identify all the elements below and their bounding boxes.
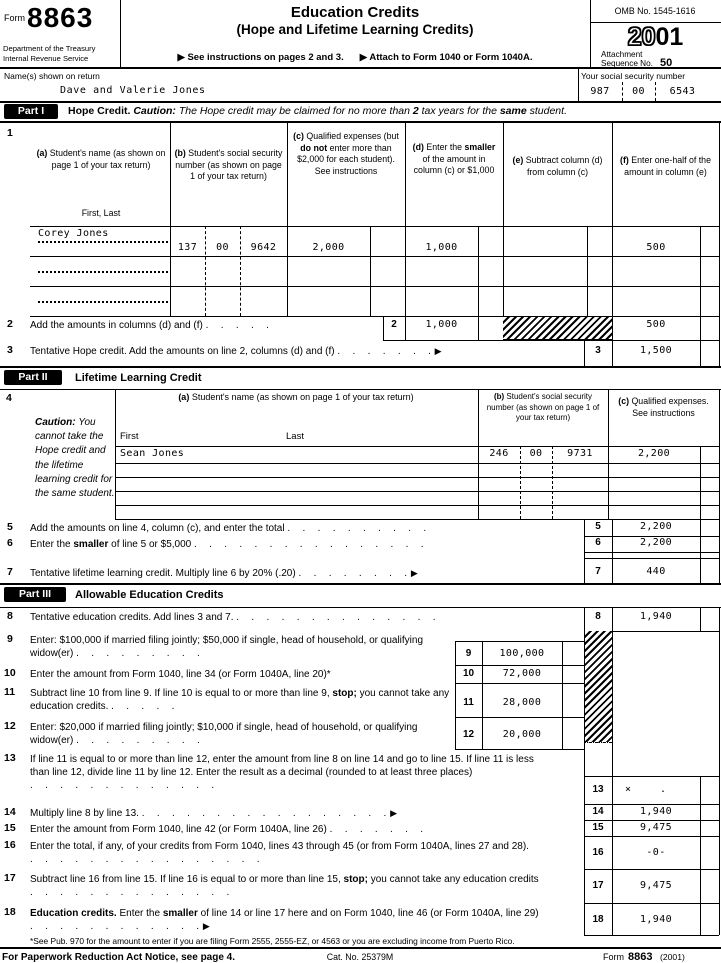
line3-label: Tentative Hope credit. Add the amounts on line 2, columns (d) and (f) [30,346,335,357]
line16-amount[interactable]: -0- [646,847,666,858]
table-right-border [719,607,720,935]
line11-number: 11 [4,686,16,698]
part1-bottom-rule [0,366,721,368]
sequence-number: 50 [660,57,673,69]
table-grid-line [455,683,584,684]
table-right-border [719,519,720,583]
line8-box-number: 8 [595,611,601,622]
table-grid-line [584,903,719,904]
col-e-header: (e) Subtract column (d) from column (c) [512,155,603,177]
line10-number: 10 [4,667,16,679]
table-grid-line [115,463,719,464]
dot-leader: . . . . . . . . . . . . . . [236,612,437,623]
tax-year-outlined: 20 [627,23,656,51]
line18-amount[interactable]: 1,940 [639,914,673,925]
table-grid-line [115,491,719,492]
table-grid-line [503,121,504,340]
table-grid-line [584,836,719,837]
line14-amount[interactable]: 1,940 [639,806,673,817]
col-a-header: (a) Student's name (as shown on page 1 of your tax return) [36,148,166,170]
name-entry-line[interactable] [38,241,168,243]
student-ssn-3[interactable]: 9642 [250,242,277,253]
cents-divider [700,607,701,631]
line14-label: Multiply line 8 by line 13. [30,808,139,819]
dot-leader: . . . . . . . . . . . . . . [30,887,231,898]
table-grid-line [584,820,719,821]
arrow-right-icon: ▶ [202,921,210,931]
dot-leader: . . . . . [111,701,176,712]
form-word: Form [4,13,25,23]
line11-amount[interactable]: 28,000 [502,697,542,708]
line8-number: 8 [7,610,13,622]
line14-number: 14 [4,806,16,818]
table-grid-line [584,869,719,870]
line5-amount[interactable]: 2,200 [639,521,673,532]
line13-number: 13 [4,752,16,764]
line15-label: Enter the amount from Form 1040, line 42 (or Form 1040A, line 26) [30,824,327,835]
dept-line2: Internal Revenue Service [3,54,89,63]
first-label: First [120,431,139,442]
dot-leader: . . . . . . . . . . . . . [30,780,216,791]
part2-col-c-header: (c) Qualified expenses. See instructions [618,396,709,418]
line7-box-number: 7 [595,566,601,577]
line15-box-number: 15 [592,822,604,833]
omb-number: OMB No. 1545-1616 [614,6,696,16]
attach-note: ▶ Attach to Form 1040 or Form 1040A. [359,52,533,63]
line2-box-number: 2 [391,319,397,330]
line14-box-number: 14 [592,806,604,817]
dot-leader: . . . . . . . . . . . . [30,921,201,932]
table-grid-line [584,558,719,559]
table-grid-line [455,665,584,666]
line18-box-number: 18 [592,914,604,925]
cents-divider [700,519,701,583]
line9-box-number: 9 [465,648,472,659]
table-grid-line [455,641,584,642]
table-grid-line [455,749,584,750]
table-grid-line [30,226,719,227]
table-grid-line [383,340,719,341]
line13-times-sign[interactable]: × [625,784,632,795]
line9-number: 9 [7,633,13,645]
line3-box-number: 3 [595,345,601,356]
table-grid-line [115,446,719,447]
line6-label: Enter the smaller of line 5 or $5,000 [30,539,195,550]
dot-leader: . . . . . . . . . [76,648,201,659]
dot-leader: . . . . . . . . . [76,735,201,746]
table-grid-line [115,505,719,506]
table-right-border [719,389,720,519]
line12-label: Enter: $20,000 if married filing jointly; $10,000 if single, head of household, or qualifying widow(er) [30,722,418,746]
col-c-header: (c) Qualified expenses (but do not enter more than $2,000 for each student). See instructions [293,131,399,176]
qualified-expenses-field[interactable]: 2,200 [637,448,671,459]
name-entry-line[interactable] [38,301,168,303]
line2-number: 2 [7,318,13,330]
line17-box-number: 17 [592,880,604,891]
part2-bottom-rule [0,583,721,585]
ssn-dash-divider [240,226,241,316]
table-grid-line [115,389,116,519]
sequence-label: Sequence No. [601,59,653,68]
line10-amount[interactable]: 72,000 [502,668,542,679]
line15-amount[interactable]: 9,475 [639,822,673,833]
line17-label: Subtract line 16 from line 15. If line 16 is equal to or more than line 15, stop; you cannot take any education credits [30,874,539,885]
student-ssn-1[interactable]: 137 [177,242,198,253]
part2-table-top-rule [0,389,721,390]
student-ssn-2[interactable]: 00 [529,448,543,459]
one-half-field[interactable]: 500 [646,242,666,253]
student-ssn-3[interactable]: 9731 [567,448,593,459]
name-label: Name(s) shown on return [4,71,100,81]
part3-title: Allowable Education Credits [75,589,224,601]
line9-label: Enter: $100,000 if married filing jointly; $50,000 if single, head of household, or qualifying widow(er) [30,635,424,659]
line13-label: If line 11 is equal to or more than line 12, enter the amount from line 8 on line 14 and go to line 15. If line 11 is less than line 12, divide line 11 by line 12. Enter the result as a decimal (rounded to at least three places) [30,754,534,778]
cents-divider [700,446,701,519]
footer-rule [0,947,721,949]
line6-box-number: 6 [595,537,601,548]
line7-label: Tentative lifetime learning credit. Multiply line 6 by 20% (.20) [30,568,296,579]
part1-bar: Part I [4,104,58,119]
col-a-subheader: First, Last [81,208,121,218]
dot-leader: . . . . . . . . . . . . . . . . [194,539,425,550]
header-bottom-rule [0,67,721,69]
ssn-dash-divider [205,226,206,316]
dot-leader: . . . . . . . . . . [287,523,428,534]
line16-label: Enter the total, if any, of your credits from Form 1040, lines 43 through 45 (or from Form 1040A, lines 27 and 28). [30,841,529,852]
line3-number: 3 [7,344,13,356]
footer-year: (2001) [660,952,685,962]
cents-divider [370,226,371,316]
form-number: 8863 [27,2,94,33]
cents-divider [587,226,588,316]
cents-divider [700,226,701,367]
arrow-right-icon: ▶ [390,808,398,818]
table-grid-line [405,121,406,340]
pra-notice: For Paperwork Reduction Act Notice, see page 4. [2,952,236,963]
line17-amount[interactable]: 9,475 [639,880,673,891]
taxpayer-ssn-1[interactable]: 987 [590,86,610,97]
table-grid-line [30,256,719,257]
part1-caption: Hope Credit. Caution: The Hope credit may be claimed for no more than 2 tax years for the same student. [68,105,567,117]
footer-form-number: 8863 [628,951,653,963]
line3-amount[interactable]: 1,500 [639,345,673,356]
line10-label: Enter the amount from Form 1040, line 34 (or Form 1040A, line 20)* [30,669,331,680]
student-ssn-2[interactable]: 00 [216,242,229,253]
line5-label: Add the amounts on line 4, column (c), and enter the total [30,523,285,534]
line12-number: 12 [4,720,16,732]
part2-col-a-header: (a) Student's name (as shown on page 1 of your tax return) [178,392,414,402]
line4-number: 4 [6,392,12,404]
dot-leader: . . . . . . . . . . . . . . . . [30,854,261,865]
line7-number: 7 [7,566,13,578]
footnote: *See Pub. 970 for the amount to enter if you are filing Form 2555, 2555-EZ, or 4563 or you are excluding income from Puerto Rico. [30,936,515,946]
dept-line1: Department of the Treasury [3,44,96,53]
dot-leader: . . . . . . . [329,824,425,835]
shaded-strip [585,631,612,743]
line2-label: Add the amounts in columns (d) and (f) [30,320,203,331]
dot-leader: . . . . . . . . [298,568,409,579]
see-instructions-note: ▶ See instructions on pages 2 and 3. [177,52,344,63]
student-ssn-1[interactable]: 246 [489,448,509,459]
table-grid-line [584,552,719,553]
line8-amount[interactable]: 1,940 [639,611,673,622]
name-entry-line[interactable] [38,271,168,273]
line5-number: 5 [7,521,13,533]
line2-amount-f[interactable]: 500 [646,319,666,330]
student-name-field[interactable]: Sean Jones [120,448,185,459]
taxpayer-name-field[interactable]: Dave and Valerie Jones [60,85,206,96]
cents-divider [562,641,563,749]
qualified-expenses-field[interactable]: 2,000 [312,242,345,253]
part2-caution: Caution: You cannot take the Hope credit and the lifetime learning credit for the same student. [35,417,115,499]
part2-title: Lifetime Learning Credit [75,372,202,384]
dot-leader: . . . . . . . [337,346,432,357]
line1-number: 1 [7,127,13,139]
part2-col-b-header: (b) Student's social security number (as shown on page 1 of your tax return) [486,392,600,423]
table-grid-line [115,519,719,520]
col-d-header: (d) Enter the smaller of the amount in column (c) or $1,000 [412,142,496,176]
line9-amount[interactable]: 100,000 [499,648,545,659]
line16-number: 16 [4,839,16,851]
line15-number: 15 [4,822,16,834]
line11-box-number: 11 [463,697,474,708]
ssn-label: Your social security number [581,71,686,81]
table-grid-line [455,717,584,718]
taxpayer-ssn-3[interactable]: 6543 [669,86,696,97]
table-right-border [719,121,720,367]
footer-form-word: Form [603,952,624,962]
line2-amount-d[interactable]: 1,000 [425,319,458,330]
table-grid-line [30,286,719,287]
form-subtitle: (Hope and Lifetime Learning Credits) [236,22,474,37]
arrow-right-icon: ▶ [410,568,418,578]
line18-label: Education credits. Enter the smaller of line 14 or line 17 here and on Form 1040, line 46 (or Form 1040A, line 29) [30,908,539,919]
part2-bar: Part II [4,370,62,385]
form-title: Education Credits [290,4,420,21]
table-grid-line [584,804,719,805]
part3-bar: Part III [4,587,66,602]
table-grid-line [115,477,719,478]
arrow-right-icon: ▶ [434,346,442,356]
dot-leader: . . . . . [205,320,270,331]
name-row-rule [0,101,721,103]
line7-amount[interactable]: 440 [646,566,666,577]
catalog-number: Cat. No. 25379M [326,952,394,962]
shaded-cell [503,316,612,340]
col-f-header: (f) Enter one-half of the amount in column (e) [620,155,711,177]
cents-divider [478,226,479,340]
line18-number: 18 [4,906,16,918]
attachment-label: Attachment [601,50,643,59]
line13-decimal-point[interactable]: . [660,784,667,795]
cents-divider [700,776,701,935]
student-name-field[interactable]: Corey Jones [38,228,109,239]
line10-box-number: 10 [462,668,475,679]
line12-box-number: 12 [462,729,475,740]
line6-number: 6 [7,537,13,549]
line5-box-number: 5 [595,521,601,532]
line6-amount[interactable]: 2,200 [639,537,673,548]
smaller-amount-field[interactable]: 1,000 [425,242,458,253]
line12-amount[interactable]: 20,000 [502,729,542,740]
line11-label: Subtract line 10 from line 9. If line 10 is equal to or more than line 9, stop; you cannot take any education credits. [30,688,450,712]
line8-label: Tentative education credits. Add lines 3 and 7. [30,612,234,623]
line17-number: 17 [4,872,16,884]
last-label: Last [286,431,304,442]
table-grid-line [584,776,719,777]
col-b-header: (b) Student's social security number (as shown on page 1 of your tax return) [174,148,283,182]
table-grid-line [30,316,719,317]
line13-box-number: 13 [592,784,604,795]
taxpayer-ssn-2[interactable]: 00 [632,86,645,97]
dot-leader: . . . . . . . . . . . . . . . . . [141,808,388,819]
line16-box-number: 16 [592,847,604,858]
tax-year-bold: 01 [655,23,684,51]
